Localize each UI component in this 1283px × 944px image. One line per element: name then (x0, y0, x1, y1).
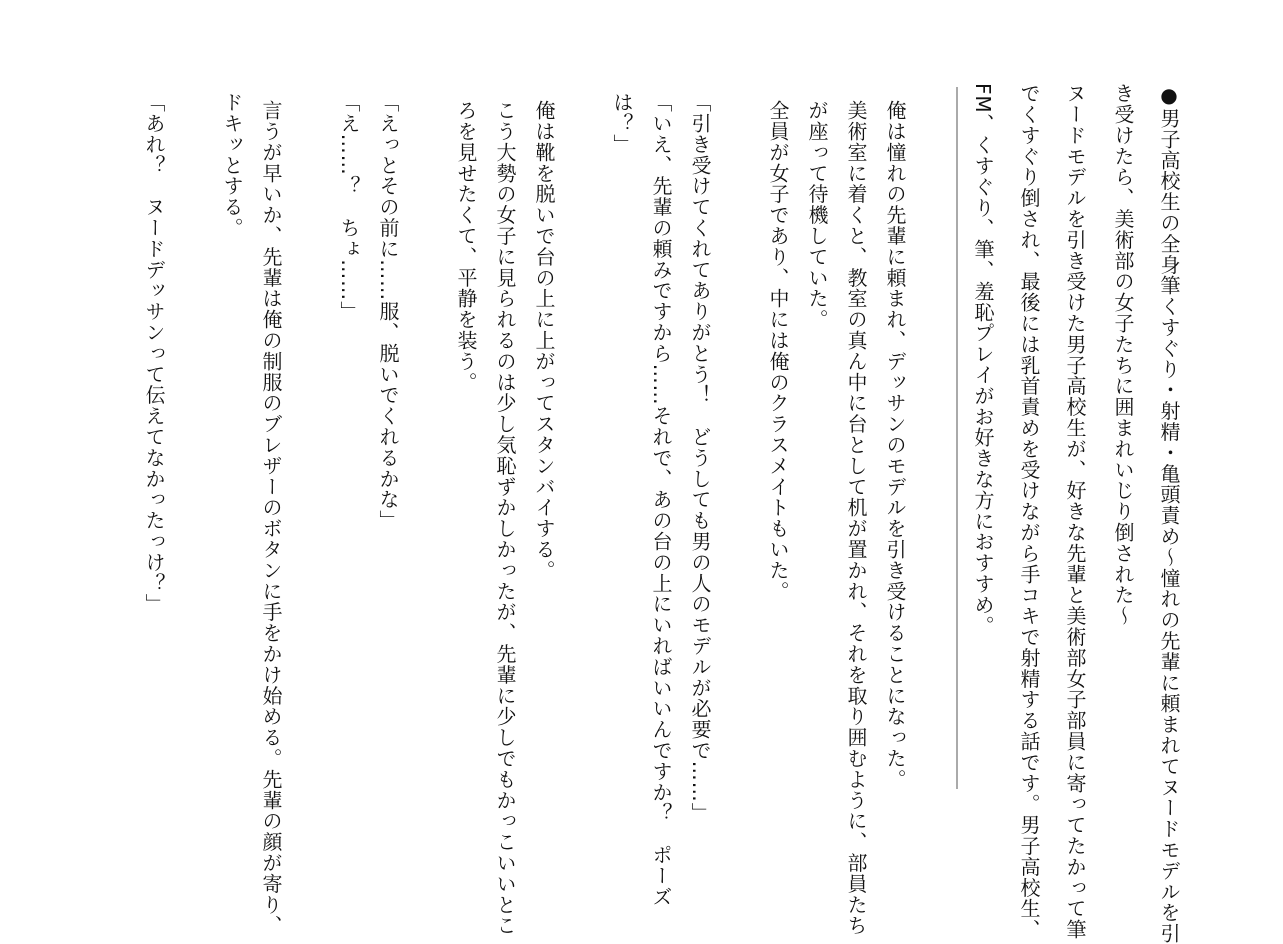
dialogue-line: 「えっとその前に……服、脱いでくれるかな」 (376, 92, 400, 531)
summary-tags-line: FM、くすぐり、筆、羞恥プレイがお好きな方におすすめ。 (971, 83, 995, 637)
summary-description-line-1: ヌードモデルを引き受けた男子高校生が、好きな先輩と美術部女子部員に寄ってたかって筆 (1063, 83, 1087, 940)
story-line: 俺は靴を脱いで台の上に上がってスタンバイする。 (532, 100, 556, 581)
dialogue-line: 「あれ？ ヌードデッサンって伝えてなかったっけ？」 (142, 92, 166, 615)
story-line: ドキッとする。 (220, 92, 244, 239)
summary-title-line-1: ●男子高校生の全身筆くすぐり・射精・亀頭責め～憧れの先輩に頼まれてヌードモデルを引 (1157, 83, 1181, 944)
story-line: こう大勢の女子に見られるのは少し気恥ずかしかったが、先輩に少しでもかっこいいとこ (493, 100, 517, 936)
dialogue-line: 「え……？ ちょ……」 (337, 92, 361, 322)
summary-description-line-2: でくすぐり倒され、最後には乳首責めを受けながら手コキで射精する話です。男子高校生、 (1017, 83, 1041, 940)
story-line: ろを見せたくて、平静を装う。 (454, 100, 478, 393)
dialogue-line: 「引き受けてくれてありがとう！ どうしても男の人のモデルが必要で……」 (688, 92, 712, 824)
section-divider (956, 87, 958, 789)
dialogue-line: 「いえ、先輩の頼みですから……それで、あの台の上にいればいいんですか？ ポーズ (649, 92, 673, 908)
summary-title-line-2: き受けたら、美術部の女子たちに囲まれいじり倒された～ (1111, 83, 1135, 627)
story-line: が座って待機していた。 (805, 100, 829, 330)
dialogue-line: は？」 (610, 92, 634, 155)
story-line: 言うが早いか、先輩は俺の制服のブレザーのボタンに手をかけ始める。先輩の顔が寄り、 (259, 100, 283, 936)
story-line: 全員が女子であり、中には俺のクラスメイトもいた。 (766, 100, 790, 602)
story-line: 美術室に着くと、教室の真ん中に台として机が置かれ、それを取り囲むように、部員たち (844, 100, 868, 936)
story-line: 俺は憧れの先輩に頼まれ、デッサンのモデルを引き受けることになった。 (883, 100, 907, 790)
